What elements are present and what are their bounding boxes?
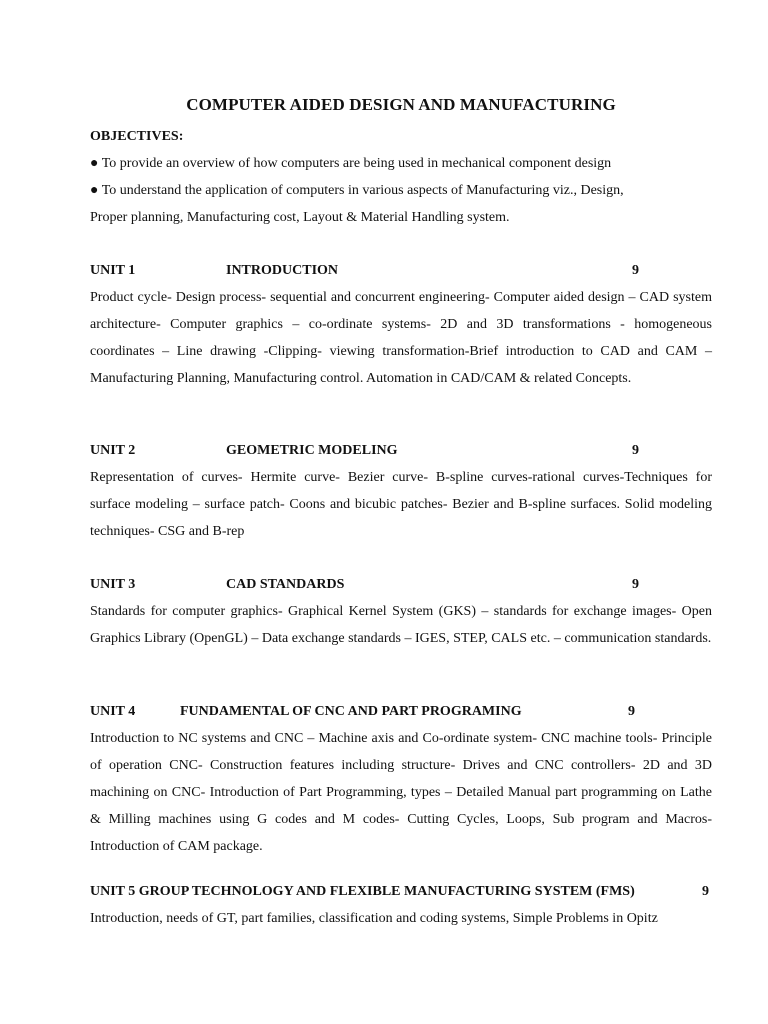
unit-hours: 9	[632, 577, 639, 592]
unit-hours: 9	[632, 263, 639, 278]
unit-4-description: Introduction to NC systems and CNC – Machine axis and Co-ordinate system- CNC machine tools- Principle of operation CNC- Construction features including structure- Drives and CNC controllers- 2D and 3D machining on CNC- Introduction of Part Programming, types – Detailed Manual part programming on Lathe & Milling machines using G codes and M codes- Cutting Cycles, Loops, Sub program and Macros- Introduction of CAM package.	[90, 731, 712, 854]
objective-item-1: ● To provide an overview of how computers are being used in mechanical component design	[90, 156, 612, 171]
unit-name: INTRODUCTION	[226, 263, 339, 278]
unit-3-description: Standards for computer graphics- Graphical Kernel System (GKS) – standards for exchange images- Open Graphics Library (OpenGL) – Data exchange standards – IGES, STEP, CALS etc. – communication standards.	[90, 604, 712, 646]
unit-2-header	[90, 443, 712, 461]
unit-hours: 9	[702, 884, 709, 899]
unit-label: UNIT 1	[90, 263, 136, 278]
unit-5-description: Introduction, needs of GT, part families, classification and coding systems, Simple Problems in Opitz	[90, 911, 658, 926]
unit-hours: 9	[628, 704, 635, 719]
unit-label: UNIT 4	[90, 704, 136, 719]
unit-3-header	[90, 577, 712, 595]
unit-hours: 9	[632, 443, 639, 458]
unit-label: UNIT 3	[90, 577, 136, 592]
unit-name: CAD STANDARDS	[226, 577, 345, 592]
page-title: COMPUTER AIDED DESIGN AND MANUFACTURING	[186, 95, 616, 114]
unit-1-header	[90, 263, 712, 281]
unit-2-description: Representation of curves- Hermite curve- Bezier curve- B-spline curves-rational curves-Techniques for surface modeling – surface patch- Coons and bicubic patches- Bezier and B-spline surfaces. Solid modeling techniques- CSG and B-rep	[90, 470, 712, 539]
unit-name: GEOMETRIC MODELING	[226, 443, 398, 458]
unit-name: FUNDAMENTAL OF CNC AND PART PROGRAMING	[180, 704, 522, 719]
unit-label: UNIT 2	[90, 443, 136, 458]
objective-item-2-continued: Proper planning, Manufacturing cost, Layout & Material Handling system.	[90, 210, 510, 225]
objectives-heading: OBJECTIVES:	[90, 129, 184, 144]
unit-label: UNIT 5 GROUP TECHNOLOGY AND FLEXIBLE MANUFACTURING SYSTEM (FMS)	[90, 884, 635, 899]
unit-4-header	[90, 704, 712, 722]
objective-item-2: ● To understand the application of computers in various aspects of Manufacturing viz., Design,	[90, 183, 624, 198]
unit-5-header	[90, 884, 712, 902]
unit-1-description: Product cycle- Design process- sequential and concurrent engineering- Computer aided design – CAD system architecture- Computer graphics – co-ordinate systems- 2D and 3D transformations - homogeneous coordinates – Line drawing -Clipping- viewing transformation-Brief introduction to CAD and CAM – Manufacturing Planning, Manufacturing control. Automation in CAD/CAM & related Concepts.	[90, 290, 712, 386]
